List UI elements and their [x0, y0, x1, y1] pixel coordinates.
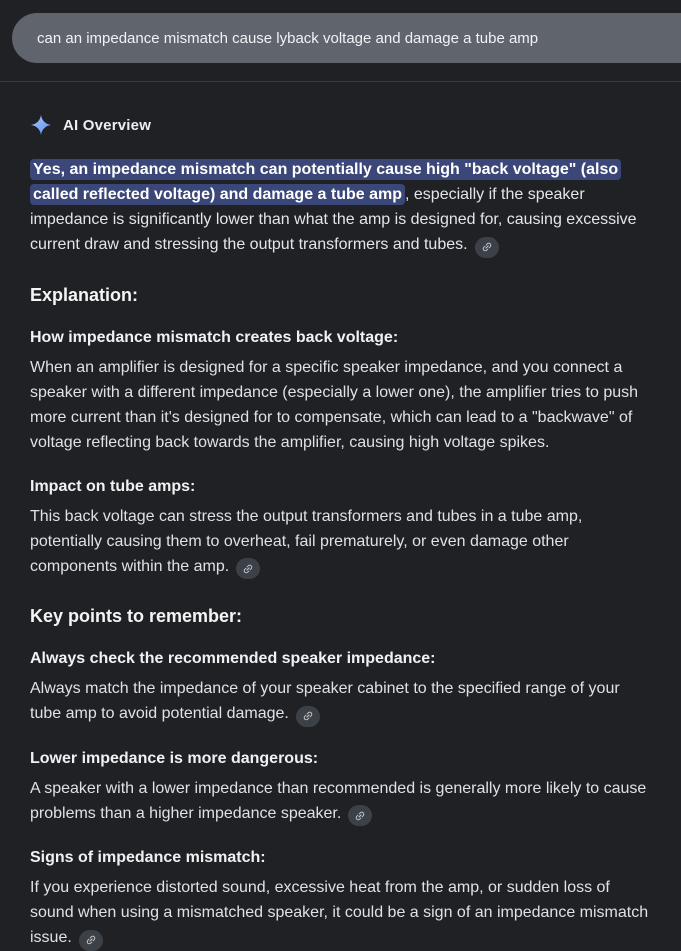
source-link-chip[interactable]	[348, 805, 372, 826]
item-title-signs: Signs of impedance mismatch:	[30, 849, 266, 866]
item-body-text: If you experience distorted sound, excessive heat from the amp, or sudden loss of sound when using a mismatched speaker, it could be a sign of an impedance mismatch issue.	[30, 879, 649, 946]
link-icon	[82, 932, 99, 949]
link-icon	[240, 560, 257, 577]
item-body-signs	[30, 875, 651, 951]
link-icon	[299, 708, 316, 725]
ai-overview-title: AI Overview	[63, 116, 152, 134]
section-heading-key-points: Key points to remember:	[30, 606, 243, 626]
section-heading-explanation: Explanation:	[30, 284, 139, 305]
divider	[0, 81, 681, 82]
search-input[interactable]	[12, 13, 681, 63]
ai-overview-header	[30, 114, 651, 136]
item-title-impact: Impact on tube amps:	[30, 477, 196, 495]
source-link-chip[interactable]	[296, 706, 320, 727]
item-title-check-impedance: Always check the recommended speaker impedance:	[30, 650, 436, 667]
item-title-lower-impedance: Lower impedance is more dangerous:	[30, 749, 319, 767]
link-icon	[352, 807, 369, 824]
item-body-text: Always match the impedance of your speaker cabinet to the specified range of your tube amp to avoid potential damage.	[30, 680, 620, 722]
answer-rest-text: , especially if the speaker impedance is significantly lower than what the amp is designed for, causing excessive current draw and stressing the output transformers and tubes.	[30, 186, 637, 253]
ai-sparkle-icon	[30, 114, 52, 136]
item-body-back-voltage	[30, 355, 651, 455]
item-body-impact	[30, 504, 651, 580]
link-icon	[478, 239, 495, 256]
item-body-text: A speaker with a lower impedance than recommended is generally more likely to cause problems than a higher impedance speaker.	[30, 779, 647, 822]
item-title-back-voltage: How impedance mismatch creates back voltage:	[30, 328, 399, 346]
item-body-lower-impedance	[30, 776, 651, 827]
answer-paragraph	[30, 157, 651, 258]
item-body-text: This back voltage can stress the output transformers and tubes in a tube amp, potentially causing them to overheat, fail prematurely, or even damage other components within the amp.	[30, 507, 583, 575]
source-link-chip[interactable]	[475, 237, 499, 258]
source-link-chip[interactable]	[236, 558, 260, 579]
item-body-check-impedance	[30, 676, 651, 727]
source-link-chip[interactable]	[79, 930, 103, 951]
item-body-text: When an amplifier is designed for a specific speaker impedance, and you connect a speaker with a different impedance (especially a lower one), the amplifier tries to push more current than it's designed for to compensate, which can lead to a "backwave" of voltage reflecting back towards the amplifier, causing high voltage spikes.	[30, 358, 639, 451]
ai-overview-panel	[0, 114, 681, 951]
answer-highlighted-text: Yes, an impedance mismatch can potentially cause high "back voltage" (also called reflected voltage) and damage a tube amp	[30, 159, 621, 205]
